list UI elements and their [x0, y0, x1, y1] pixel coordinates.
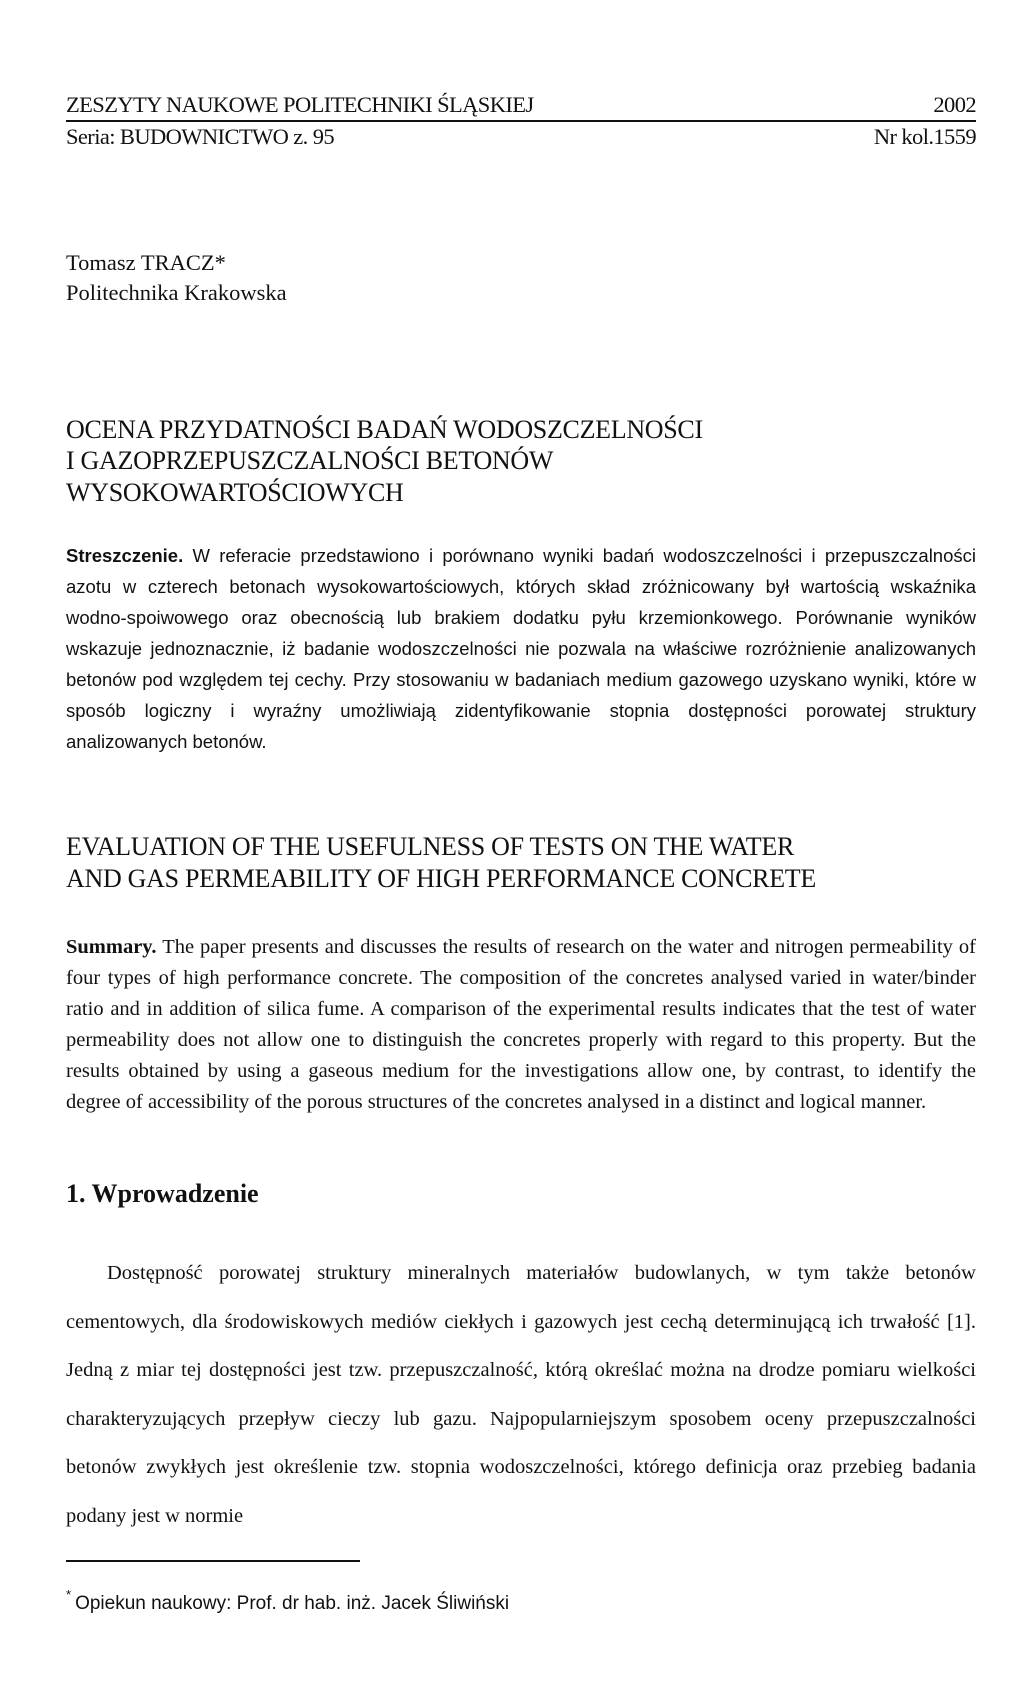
section-heading: 1. Wprowadzenie — [66, 1179, 259, 1208]
footnote-mark: * — [66, 1586, 72, 1602]
polish-title-line-1: OCENA PRZYDATNOŚCI BADAŃ WODOSZCZELNOŚCI — [66, 414, 703, 444]
english-title-line-2: AND GAS PERMEABILITY OF HIGH PERFORMANCE CONCRETE — [66, 863, 816, 893]
series-header-row — [66, 124, 976, 150]
summary-text: The paper presents and discusses the results of research on the water and nitrogen permeability of four types of high performance concrete. The composition of the concretes analysed varied in water/binder ratio and in addition of silica fume. A comparison of the experimental results indicates that the test of water permeability does not allow one to distinguish the concretes properly with regard to this property. But the results obtained by using a gaseous medium for the investigations allow one, by contrast, to identify the degree of accessibility of the porous structures of the concretes analysed in a distinct and logical manner. — [66, 936, 976, 1113]
footnote-rule — [66, 1560, 360, 1562]
journal-year: 2002 — [933, 92, 976, 117]
footnote-text: Opiekun naukowy: Prof. dr hab. inż. Jacek Śliwiński — [75, 1592, 510, 1614]
series-label: Seria: BUDOWNICTWO z. 95 — [66, 123, 335, 149]
footnote — [66, 1586, 976, 1617]
english-title — [66, 831, 976, 894]
document-page — [66, 92, 976, 1617]
abstract-label: Streszczenie. — [66, 545, 184, 566]
section-paragraph: Dostępność porowatej struktury mineralnych materiałów budowlanych, w tym także betonów cementowych, dla środowiskowych mediów ciekłych i gazowych jest cechą determinującą ich trwałość [1]. Jedną z miar tej dostępności jest tzw. przepuszczalność, którą określać można na drodze pomiaru wielkości charakteryzujących przepływ cieczy lub gazu. Najpopularniejszym sposobem oceny przepuszczalności betonów zwykłych jest określenie tzw. stopnia wodoszczelności, którego definicja oraz przebieg badania podany jest w normie — [66, 1262, 976, 1527]
summary-label: Summary. — [66, 936, 157, 958]
polish-abstract — [66, 540, 976, 757]
author-name: Tomasz TRACZ* — [66, 249, 226, 275]
author-affiliation: Politechnika Krakowska — [66, 279, 287, 305]
english-title-line-1: EVALUATION OF THE USEFULNESS OF TESTS ON THE WATER — [66, 832, 794, 861]
journal-name: ZESZYTY NAUKOWE POLITECHNIKI ŚLĄSKIEJ — [66, 92, 534, 117]
polish-title-line-2: I GAZOPRZEPUSZCZALNOŚCI BETONÓW — [66, 446, 554, 475]
abstract-text: W referacie przedstawiono i porównano wyniki badań wodoszczelności i przepuszczalności azotu w czterech betonach wysokowartościowych, których skład zróżnicowany był wartością wskaźnika wodno-spoiwowego oraz obecnością lub brakiem dodatku pyłu krzemionkowego. Porównanie wyników wskazuje jednoznacznie, iż badanie wodoszczelności nie pozwala na właściwe rozróżnienie analizowanych betonów pod względem tej cechy. Przy stosowaniu w badaniach medium gazowego uzyskano wyniki, które w sposób logiczny i wyraźny umożliwiają zidentyfikowanie stopnia dostępności porowatej struktury analizowanych betonów. — [66, 545, 976, 752]
issue-number: Nr kol.1559 — [873, 123, 976, 149]
journal-header-row — [66, 92, 976, 118]
english-summary — [66, 932, 976, 1118]
header-rule — [66, 120, 976, 122]
polish-title-line-3: WYSOKOWARTOŚCIOWYCH — [66, 477, 404, 507]
polish-title — [66, 414, 976, 509]
author-block — [66, 248, 976, 308]
